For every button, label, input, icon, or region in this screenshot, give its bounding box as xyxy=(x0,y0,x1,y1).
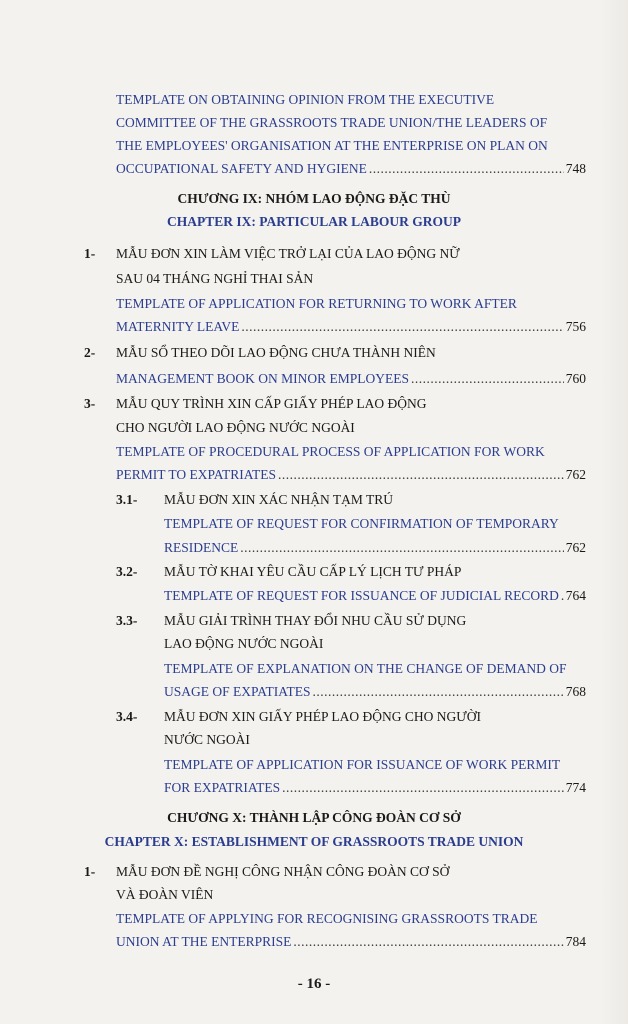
toc-line xyxy=(0,562,628,582)
toc-line xyxy=(0,707,628,727)
item-number: 2- xyxy=(84,345,96,360)
entry-title-en: TEMPLATE OF PROCEDURAL PROCESS OF APPLICATION FOR WORK xyxy=(116,444,545,459)
item-number: 3.4- xyxy=(116,709,138,724)
entry-title-en: OCCUPATIONAL SAFETY AND HYGIENE xyxy=(116,161,367,176)
entry-title-vi: NƯỚC NGOÀI xyxy=(164,732,250,747)
entry-title-en: COMMITTEE OF THE GRASSROOTS TRADE UNION/THE LEADERS OF xyxy=(116,115,548,130)
chapter-title-vi: CHƯƠNG IX: NHÓM LAO ĐỘNG ĐẶC THÙ xyxy=(177,191,451,206)
dot-leader xyxy=(282,778,564,798)
entry-title-en: MATERNITY LEAVE xyxy=(116,319,240,334)
chapter-title-vi: CHƯƠNG X: THÀNH LẬP CÔNG ĐOÀN CƠ SỞ xyxy=(167,810,461,825)
entry-title-en: MANAGEMENT BOOK ON MINOR EMPLOYEES xyxy=(116,371,410,386)
toc-line xyxy=(0,90,628,110)
page-ref: 764 xyxy=(565,588,586,603)
entry-title-vi: CHO NGƯỜI LAO ĐỘNG NƯỚC NGOÀI xyxy=(116,420,355,435)
item-number: 1- xyxy=(84,246,96,261)
toc-line xyxy=(0,317,628,337)
entry-title-vi: VÀ ĐOÀN VIÊN xyxy=(116,887,214,902)
toc-line xyxy=(0,465,628,485)
entry-title-en: TEMPLATE OF REQUEST FOR CONFIRMATION OF TEMPORARY xyxy=(164,516,559,531)
toc-leader-line xyxy=(116,465,586,485)
entry-title-en: TEMPLATE OF APPLICATION FOR RETURNING TO WORK AFTER xyxy=(116,296,517,311)
page-ref: 762 xyxy=(565,467,586,482)
toc-line xyxy=(0,682,628,702)
toc-line xyxy=(0,514,628,534)
page-ref: 768 xyxy=(565,684,586,699)
entry-title-vi: MẪU ĐƠN XIN XÁC NHẬN TẠM TRÚ xyxy=(164,492,394,507)
dot-leader xyxy=(411,369,564,389)
entry-title-en: UNION AT THE ENTERPRISE xyxy=(116,934,292,949)
dot-leader xyxy=(241,317,563,337)
toc-line xyxy=(0,159,628,179)
toc-line xyxy=(0,932,628,952)
toc-line xyxy=(0,369,628,389)
toc-line xyxy=(0,394,628,414)
dot-leader xyxy=(240,538,564,558)
toc-line xyxy=(0,586,628,606)
dot-leader xyxy=(369,159,564,179)
toc-line xyxy=(0,442,628,462)
entry-title-en: USAGE OF EXPATIATES xyxy=(164,684,311,699)
toc-line xyxy=(0,885,628,905)
toc-leader-line xyxy=(164,682,586,702)
toc-line xyxy=(0,862,628,882)
entry-title-en: RESIDENCE xyxy=(164,540,239,555)
toc-line xyxy=(0,659,628,679)
page-ref: 756 xyxy=(565,319,586,334)
page-ref: 762 xyxy=(565,540,586,555)
page-shade xyxy=(600,0,628,1024)
entry-title-vi: MẪU QUY TRÌNH XIN CẤP GIẤY PHÉP LAO ĐỘNG xyxy=(116,396,427,411)
entry-title-en: TEMPLATE OF APPLICATION FOR ISSUANCE OF WORK PERMIT xyxy=(164,757,561,772)
item-number: 3.3- xyxy=(116,613,138,628)
chapter-heading xyxy=(0,832,628,852)
entry-title-en: PERMIT TO EXPATRIATES xyxy=(116,467,277,482)
toc-line xyxy=(0,611,628,631)
dot-leader xyxy=(561,586,564,606)
item-number: 3.2- xyxy=(116,564,138,579)
dot-leader xyxy=(313,682,564,702)
toc-leader-line xyxy=(116,159,586,179)
entry-title-vi: MẪU ĐƠN XIN LÀM VIỆC TRỞ LẠI CỦA LAO ĐỘNG NỮ xyxy=(116,246,460,261)
entry-title-en: THE EMPLOYEES' ORGANISATION AT THE ENTERPRISE ON PLAN ON xyxy=(116,138,548,153)
entry-title-en: TEMPLATE ON OBTAINING OPINION FROM THE EXECUTIVE xyxy=(116,92,495,107)
entry-title-vi: MẪU GIẢI TRÌNH THAY ĐỔI NHU CẦU SỬ DỤNG xyxy=(164,613,467,628)
entry-title-vi: LAO ĐỘNG NƯỚC NGOÀI xyxy=(164,636,324,651)
toc-line xyxy=(0,538,628,558)
item-number: 3- xyxy=(84,396,96,411)
item-number: 1- xyxy=(84,864,96,879)
entry-title-vi: SAU 04 THÁNG NGHỈ THAI SẢN xyxy=(116,271,314,286)
toc-leader-line xyxy=(116,369,586,389)
toc-line xyxy=(0,634,628,654)
page-ref: 774 xyxy=(565,780,586,795)
toc-line xyxy=(0,755,628,775)
toc-line xyxy=(0,418,628,438)
entry-title-en: TEMPLATE OF REQUEST FOR ISSUANCE OF JUDICIAL RECORD xyxy=(164,588,559,603)
toc-leader-line xyxy=(164,778,586,798)
chapter-heading xyxy=(0,808,628,828)
toc-leader-line xyxy=(164,586,586,606)
page-ref: 784 xyxy=(565,934,586,949)
entry-title-vi: MẪU ĐƠN XIN GIẤY PHÉP LAO ĐỘNG CHO NGƯỜI xyxy=(164,709,481,724)
toc-line xyxy=(0,490,628,510)
toc-leader-line xyxy=(164,538,586,558)
entry-title-en: FOR EXPATRIATES xyxy=(164,780,281,795)
dot-leader xyxy=(278,465,564,485)
entry-title-vi: MẪU TỜ KHAI YÊU CẦU CẤP LÝ LỊCH TƯ PHÁP xyxy=(164,564,462,579)
toc-leader-line xyxy=(116,932,586,952)
toc-line xyxy=(0,730,628,750)
toc-line xyxy=(0,909,628,929)
page-ref: 748 xyxy=(565,161,586,176)
toc-line xyxy=(0,244,628,264)
chapter-heading xyxy=(0,189,628,209)
toc-leader-line xyxy=(116,317,586,337)
entry-title-vi: MẪU ĐƠN ĐỀ NGHỊ CÔNG NHẬN CÔNG ĐOÀN CƠ SỞ xyxy=(116,864,450,879)
toc-line xyxy=(0,294,628,314)
item-number: 3.1- xyxy=(116,492,138,507)
chapter-title-en: CHAPTER IX: PARTICULAR LABOUR GROUP xyxy=(166,214,462,229)
entry-title-vi: MẪU SỔ THEO DÕI LAO ĐỘNG CHƯA THÀNH NIÊN xyxy=(116,345,436,360)
toc-line xyxy=(0,778,628,798)
entry-title-en: TEMPLATE OF EXPLANATION ON THE CHANGE OF DEMAND OF xyxy=(164,661,567,676)
toc-line xyxy=(0,113,628,133)
entry-title-en: TEMPLATE OF APPLYING FOR RECOGNISING GRASSROOTS TRADE xyxy=(116,911,538,926)
toc-line xyxy=(0,269,628,289)
dot-leader xyxy=(293,932,563,952)
page-number: - 16 - xyxy=(297,976,331,992)
toc-line xyxy=(0,343,628,363)
page-ref: 760 xyxy=(565,371,586,386)
chapter-heading xyxy=(0,212,628,232)
chapter-title-en: CHAPTER X: ESTABLISHMENT OF GRASSROOTS TRADE UNION xyxy=(104,834,524,849)
toc-line xyxy=(0,136,628,156)
